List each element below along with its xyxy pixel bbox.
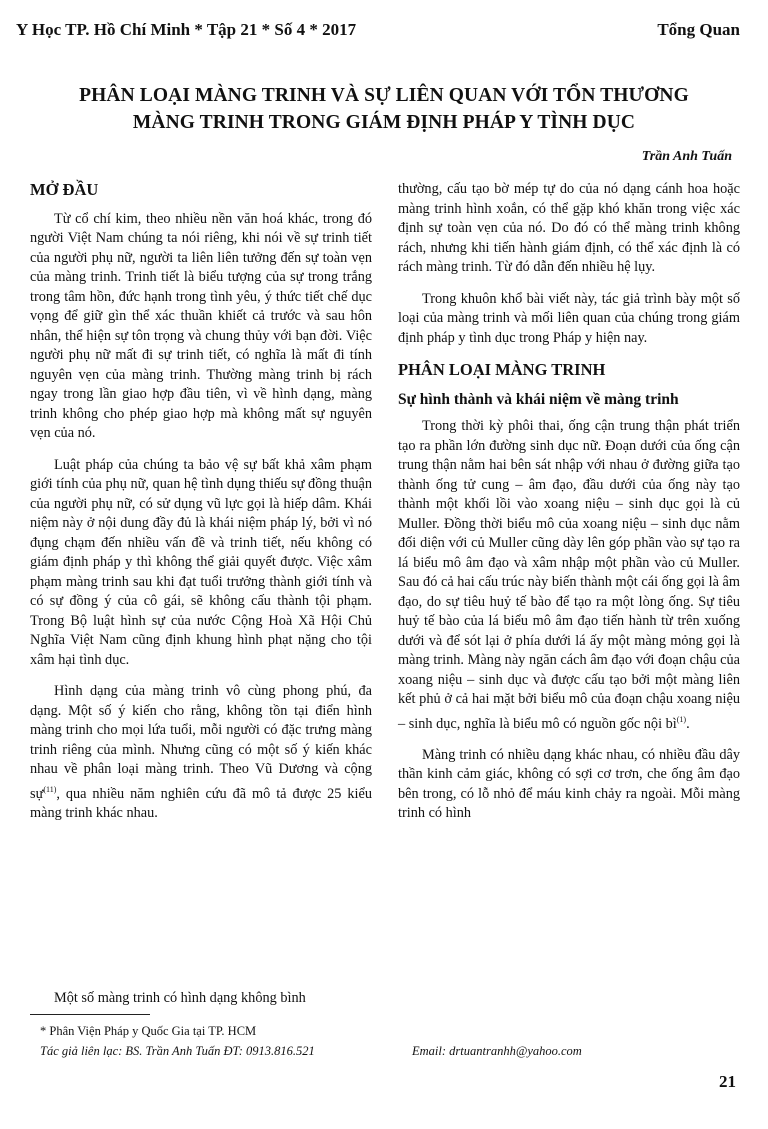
footnote-contact: Tác giả liên lạc: BS. Trần Anh Tuấn ĐT: 0913.816.521 [40,1044,315,1058]
section-heading-intro: MỞ ĐẦU [30,180,99,199]
paragraph-text: Hình dạng của màng trinh vô cùng phong phú, đa dạng. Một số ý kiến cho rằng, không tồn tại điển hình màng trinh cho mọi lứa tuổi, mỗi người có đặc trưng màng trinh riêng của mình. Nhưng cũng có một số ý kiến khác nhau về phân loại màng trinh. Theo Vũ Dương và cộng sự [30,683,372,802]
author-name: Trần Anh Tuấn [641,149,732,164]
right-column [398,180,740,836]
footnote-email: Email: drtuantranhh@yahoo.com [412,1044,582,1058]
paragraph [398,417,740,734]
footnote-affiliation: * Phân Viện Pháp y Quốc Gia tại TP. HCM [40,1024,257,1038]
article-title [20,82,748,136]
paragraph-text: . [686,715,690,732]
subsection-heading: Sự hình thành và khái niệm về màng trinh [398,390,679,408]
section-label: Tổng Quan [657,20,740,39]
citation-ref: (1) [676,714,687,724]
section-heading-classification: PHÂN LOẠI MÀNG TRINH [398,360,606,379]
page-number: 21 [719,1072,736,1091]
paragraph: Màng trinh có nhiều dạng khác nhau, có nhiều đầu dây thần kinh cảm giác, không có sợi cơ trơn, che ống âm đạo bên trong, có lỗ nhỏ để máu kinh chảy ra ngoài. Mỗi màng trinh có hình [398,746,740,822]
footnote-divider [30,1014,150,1015]
paragraph-start: Một số màng trinh có hình dạng không bình [54,990,306,1006]
paragraph: Từ cổ chí kim, theo nhiều nền văn hoá khác, trong đó người Việt Nam chúng ta nói riêng, khi nói về sự trinh tiết của người phụ nữ, người ta liên liên tưởng đến sự toàn vẹn của màng trinh. Trinh tiết là biểu tượng của sự trong trắng trong tâm hồn, đức hạnh trong tình yêu, ý thức tiết chế dục vọng để giữ gìn thể xác thuần khiết cả trước và sau hôn nhân, thể hiện sự tôn trọng và chung thủy với bạn đời. Việc người phụ nữ mất đi sự trinh tiết, có nghĩa là mất đi tính nguyên vẹn của màng trinh. Thường màng trinh bị rách ngay trong lần giao hợp đầu tiên, vì về hình dạng, màng trinh không cho phép giao hợp mà không mất sự nguyên vẹn của nó. [30,210,372,441]
title-line-1: PHÂN LOẠI MÀNG TRINH VÀ SỰ LIÊN QUAN VỚI TỔN THƯƠNG [79,85,689,106]
paragraph-text: , qua nhiều năm nghiên cứu đã mô tả được 25 kiểu màng trinh khác nhau. [30,785,372,821]
journal-header: Y Học TP. Hồ Chí Minh * Tập 21 * Số 4 * 2017 [16,20,357,39]
paragraph [30,682,372,823]
paragraph: Trong khuôn khổ bài viết này, tác giả trình bày một số loại của màng trinh và mối liên quan của chúng trong giám định pháp y tình dục trong Pháp y hiện nay. [398,290,740,346]
paragraph: Luật pháp của chúng ta bảo vệ sự bất khả xâm phạm giới tính của phụ nữ, quan hệ tình dụng thiếu sự đồng thuận của người phụ nữ, có sử dụng vũ lực gọi là hiếp dâm. Khái niệm này ở nội dung đầy đủ là khái niệm pháp lý, bởi vì nó đụng chạm đến nhiều vấn đề và trinh tiết, nếu không có giám định pháp y thì không thể giải quyết được. Việc xâm phạm màng trinh sau khi đạt tuổi trưởng thành giới tính và có sự đồng ý của cô gái, sẽ không cấu thành tội phạm. Trong Bộ luật hình sự của nước Cộng Hoà Xã Hội Chủ Nghĩa Việt Nam cũng định khung hình phạt nặng cho tội xâm hại tình dục. [30,456,372,668]
title-line-2: MÀNG TRINH TRONG GIÁM ĐỊNH PHÁP Y TÌNH DỤC [132,112,636,133]
citation-ref: (11) [43,784,57,794]
left-column [30,180,372,835]
paragraph: thường, cấu tạo bờ mép tự do của nó dạng cánh hoa hoặc màng trinh hình xoắn, có thể gặp khó khăn trong việc xác định sự toàn vẹn của nó. Do đó có thể màng trinh không rách, nhưng khi tiến hành giám định, có thể xác định là có rách màng trinh. Từ đó dẫn đến nhiều hệ lụy. [398,181,740,275]
paragraph-text: Trong thời kỳ phôi thai, ống cận trung thận phát triển tạo ra phần lớn đường sinh dục nữ. Đoạn dưới của ống cận trung thận nằm hai bên sát nhập với nhau ở đường giữa tạo thành ống tử cung – âm đạo, đầu dưới của ống này tạo thành một khối lồi vào xoang niệu – sinh dục gọi là củ Muller. Đồng thời biểu mô của xoang niệu – sinh dục nằm đối diện với củ Muller cũng dày lên góp phần vào sự tạo ra lá biểu mô âm đạo và xâm nhập một phần vào củ Muller. Sau đó cả hai cấu trúc này biến thành một cái ống gọi là âm đạo, do sự tiêu huỷ tế bào để tạo ra một lòng ống. Sự tiêu huỷ tế bào của lá biểu mô âm đạo tiến hành từ trên xuống dưới và để sót lại ở phía dưới lá ấy một màng mỏng gọi là màng trinh. Màng này ngăn cách âm đạo với đoạn chậu của xoang niệu – sinh dục và được cấu tạo bởi một màng liên kết phủ ở cả hai mặt bởi biểu mô của đoạn chậu xoang niệu – sinh dục, nghĩa là biểu mô có nguồn gốc nội bì [398,418,740,732]
